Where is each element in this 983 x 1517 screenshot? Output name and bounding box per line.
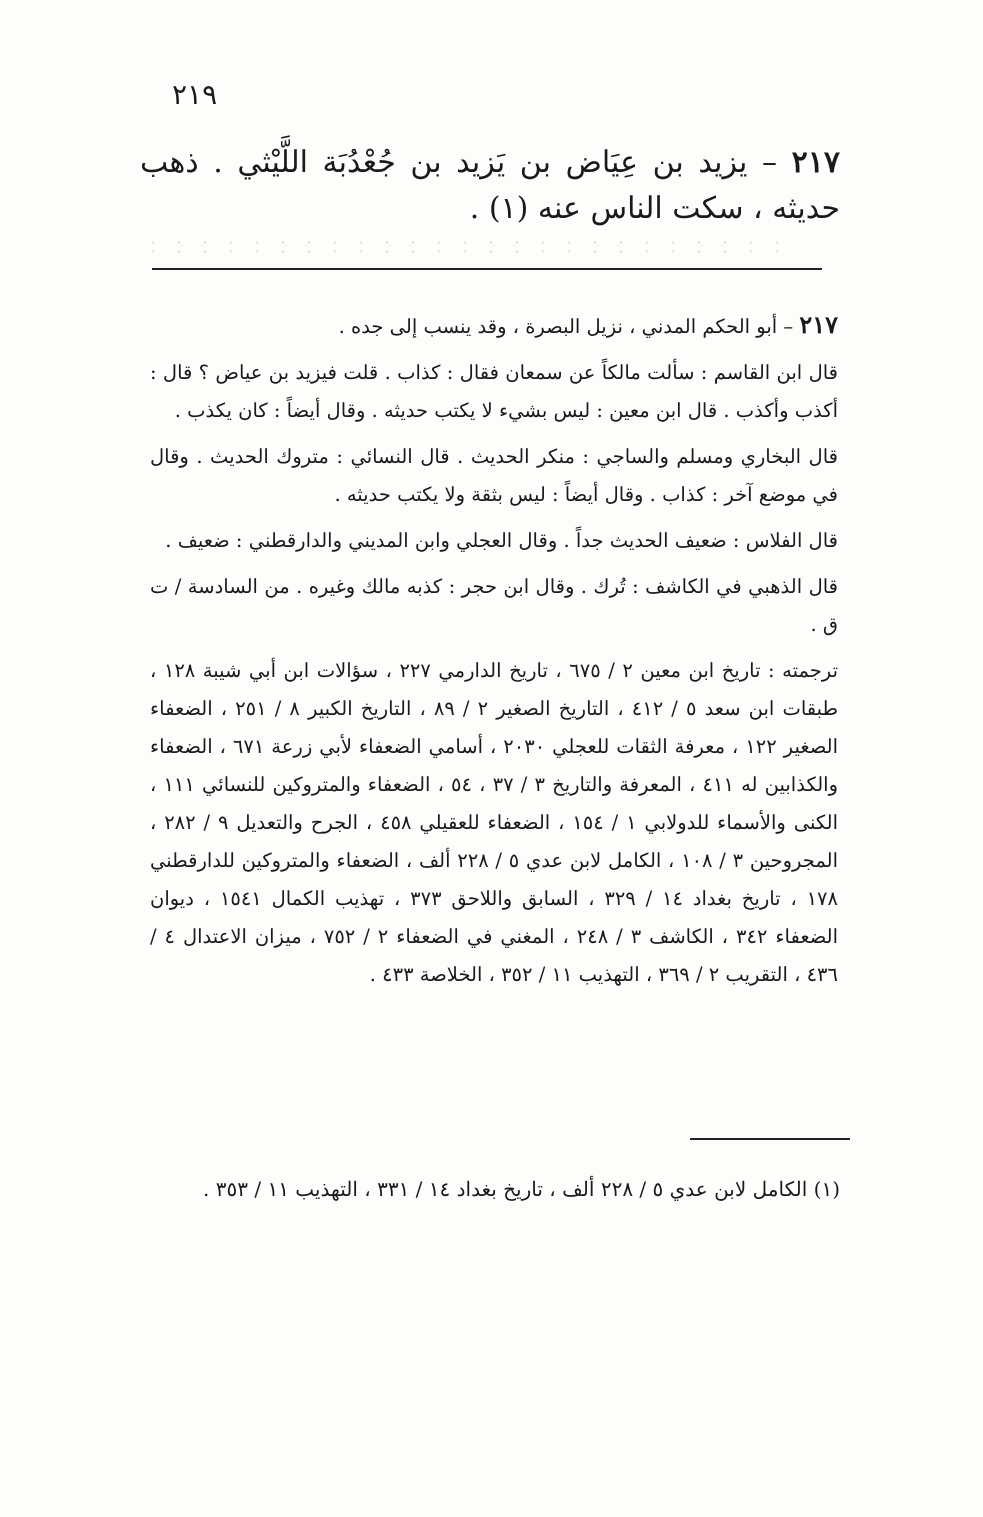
commentary-dash: – — [783, 315, 794, 338]
footnote-divider — [690, 1138, 850, 1140]
commentary-line: أبو الحكم المدني ، نزيل البصرة ، وقد ينسب إلى جده . — [338, 315, 778, 338]
entry-number: ٢١٧ — [791, 145, 840, 180]
biography-sources: ترجمته : تاريخ ابن معين ٢ / ٦٧٥ ، تاريخ الدارمي ٢٢٧ ، سؤالات ابن أبي شيبة ١٢٨ ، طبقات ابن سعد ٥ / ٤١٢ ، التاريخ الصغير ٢ / ٨٩ ، التاريخ الكبير ٨ / ٢٥١ ، الضعفاء الصغير ١٢٢ ، معرفة الثقات للعجلي ٢٠٣٠ ، أسامي الضعفاء لأبي زرعة ٦٧١ ، الضعفاء والكذابين له ٤١١ ، المعرفة والتاريخ ٣ / ٣٧ ، ٥٤ ، الضعفاء والمتروكين للنسائي ١١١ ، الكنى والأسماء للدولابي ١ / ١٥٤ ، الضعفاء للعقيلي ٤٥٨ ، الجرح والتعديل ٩ / ٢٨٢ ، المجروحين ٣ / ١٠٨ ، الكامل لابن عدي ٥ / ٢٢٨ ألف ، الضعفاء والمتروكين للدارقطني ١٧٨ ، تاريخ بغداد ١٤ / ٣٢٩ ، السابق واللاحق ٣٧٣ ، تهذيب الكمال ١٥٤١ ، ديوان الضعفاء ٣٤٢ ، الكاشف ٣ / ٢٤٨ ، المغني في الضعفاء ٢ / ٧٥٢ ، ميزان الاعتدال ٤ / ٤٣٦ ، التقريب ٢ / ٣٦٩ ، التهذيب ١١ / ٣٥٢ ، الخلاصة ٤٣٣ . — [150, 659, 839, 986]
commentary-paragraph: قال ابن القاسم : سألت مالكاً عن سمعان فقال : كذاب . قلت فيزيد بن عياض ؟ قال : أكذب وأكذب . قال ابن معين : ليس بشيء لا يكتب حديثه . وقال أيضاً : كان يكذب . — [150, 361, 838, 422]
page-number: ٢١٩ — [172, 78, 218, 111]
scan-noise — [140, 238, 800, 256]
entry-dash: – — [762, 145, 778, 180]
commentary-block — [150, 306, 838, 1002]
commentary-paragraph: قال البخاري ومسلم والساجي : منكر الحديث . قال النسائي : متروك الحديث . وقال في موضع آخر : كذاب . وقال أيضاً : ليس بثقة ولا يكتب حديثه . — [150, 445, 838, 506]
commentary-paragraph: قال الذهبي في الكاشف : تُرك . وقال ابن حجر : كذبه مالك وغيره . من السادسة / ت ق . — [150, 575, 838, 636]
entry-text: يزيد بن عِيَاض بن يَزيد بن جُعْدُبَة اللَّيْثي . ذهب حديثه ، سكت الناس عنه (١) . — [140, 145, 840, 226]
section-divider — [152, 268, 822, 270]
commentary-number: ٢١٧ — [799, 310, 838, 339]
commentary-intro — [150, 306, 838, 346]
commentary-paragraph: قال الفلاس : ضعيف الحديث جداً . وقال العجلي وابن المديني والدارقطني : ضعيف . — [165, 529, 838, 552]
main-entry — [140, 140, 840, 232]
footnote: (١) الكامل لابن عدي ٥ / ٢٢٨ ألف ، تاريخ بغداد ١٤ / ٣٣١ ، التهذيب ١١ / ٣٥٣ . — [203, 1177, 840, 1201]
